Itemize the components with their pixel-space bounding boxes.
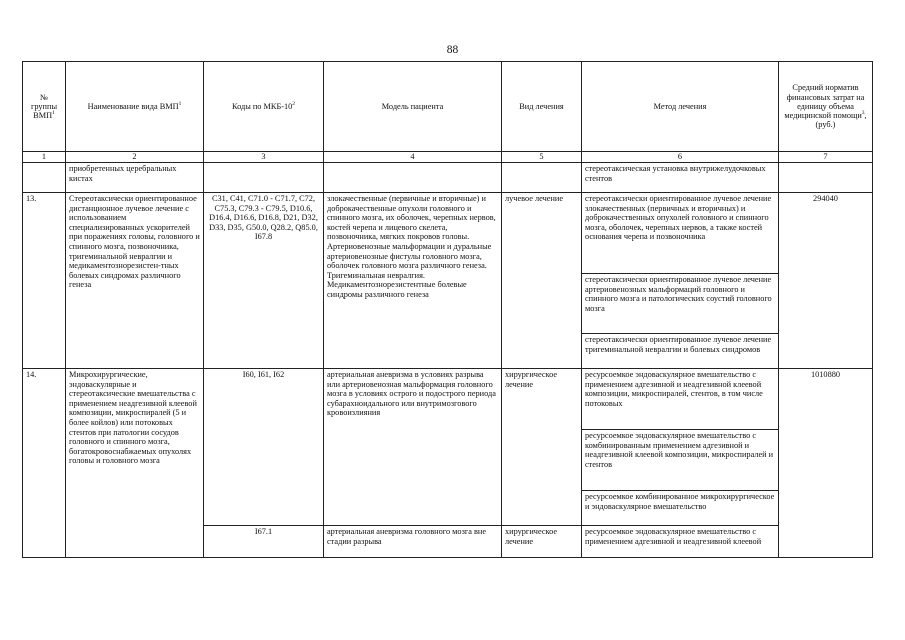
table-row-14 [23, 369, 873, 526]
column-index-row [23, 152, 873, 163]
cell-treatment [502, 163, 582, 193]
header-row [23, 62, 873, 152]
method-item: ресурсоемкое эндоваскулярное вмешательство с применением адгезивной и неадгезивной клеевой композиции, микроспиралей, стентов, в том числе потоковых [585, 370, 763, 408]
header-group: № группы ВМП$^1$ [23, 62, 66, 152]
cell-cost: 294040 [779, 193, 873, 369]
cell-num: 13. [23, 193, 66, 369]
header-cost: Средний норматив финансовых затрат на единицу объема медицинской помощи$^3$, (руб.) [779, 62, 873, 152]
cell-codes: I60, I61, I62 [204, 369, 324, 526]
header-name: Наименование вида ВМП$^1$ [66, 62, 204, 152]
col-index: 7 [779, 152, 873, 163]
cell-method: ресурсоемкое эндоваскулярное вмешательство с применением адгезивной и неадгезивной клеевой [582, 526, 779, 558]
cell-num [23, 163, 66, 193]
col-index: 1 [23, 152, 66, 163]
vmp-table [22, 61, 873, 558]
header-method: Метод лечения [582, 62, 779, 152]
cell-codes [204, 163, 324, 193]
col-index: 5 [502, 152, 582, 163]
cell-methods [582, 193, 779, 369]
cell-cost: 1010880 [779, 369, 873, 558]
cell-treatment: хирургическое лечение [502, 369, 582, 526]
method-item: стереотаксически ориентированное лучевое лечение злокачественных (первичных и вторичных) и доброкачественных опухолей головного и спинного мозга, оболочек, черепных нервов, а также костей основания черепа и позвоночника [585, 194, 772, 242]
method-item: стереотаксически ориентированное лучевое лечение артериовенозных мальформаций головного и спинного мозга и патологических соустий головного мозга [582, 273, 778, 333]
method-item: стереотаксически ориентированное лучевое лечение тригеминальной невралгии и болевых синдромов [582, 333, 778, 368]
cell-methods [582, 369, 779, 526]
cell-name: Стереотаксически ориентированное дистанционное лучевое лечение с использованием специализированных ускорителей при поражениях головы, головного и спинного мозга, позвоночника, тригеминальной невралгии и медикаментознорезистен-тных болевых синдромах различного генеза [66, 193, 204, 369]
cell-cost [779, 163, 873, 193]
cell-name: приобретенных церебральных кистах [66, 163, 204, 193]
cell-model [324, 163, 502, 193]
cell-method: стереотаксическая установка внутрижелудочковых стентов [582, 163, 779, 193]
method-item: ресурсоемкое эндоваскулярное вмешательство с комбинированным применением адгезивной и неадгезивной клеевой композиции, микроспиралей и стентов [582, 429, 778, 490]
cell-name: Микрохирургические, эндоваскулярные и стереотаксические вмешательства с применением неадгезивной клеевой композиции, микроспиралей (5 и более койлов) или потоковых стентов при патологии сосудов головного и спинного мозга, богатокровоснабжаемых опухолях головы и головного мозга [66, 369, 204, 558]
cell-model: злокачественные (первичные и вторичные) и доброкачественные опухоли головного и спинного мозга, их оболочек, черепных нервов, костей черепа и лицевого скелета, позвоночника, мягких покровов головы. Артериовенозные мальформации и дуральные артериовенозные фистулы головного мозга, оболочек головного мозга различного генеза. Тригеминальная невралгия. Медикаментознорезистентные болевые синдромы различного генеза [324, 193, 502, 369]
page-number: 88 [446, 44, 459, 56]
col-index: 6 [582, 152, 779, 163]
cell-codes: I67.1 [204, 526, 324, 558]
cell-num: 14. [23, 369, 66, 558]
cell-model: артериальная аневризма головного мозга вне стадии разрыва [324, 526, 502, 558]
cell-treatment: хирургическое лечение [502, 526, 582, 558]
col-index: 3 [204, 152, 324, 163]
cell-model: артериальная аневризма в условиях разрыва или артериовенозная мальформация головного мозга в условиях острого и подострого периода субарахноидального или внутримозгового кровоизлияния [324, 369, 502, 526]
table-row-continuation [23, 163, 873, 193]
header-treatment: Вид лечения [502, 62, 582, 152]
header-model: Модель пациента [324, 62, 502, 152]
col-index: 2 [66, 152, 204, 163]
cell-treatment: лучевое лечение [502, 193, 582, 369]
header-codes: Коды по МКБ-$10^2$ [204, 62, 324, 152]
col-index: 4 [324, 152, 502, 163]
cell-codes: C31, C41, C71.0 - C71.7, C72, C75.3, C79.3 - C79.5, D10.6, D16.4, D16.6, D16.8, D21, D32, D33, D35, G50.0, Q28.2, Q85.0, I67.8 [204, 193, 324, 369]
table-row-13 [23, 193, 873, 369]
method-item: ресурсоемкое комбинированное микрохирургическое и эндоваскулярное вмешательство [582, 490, 778, 525]
